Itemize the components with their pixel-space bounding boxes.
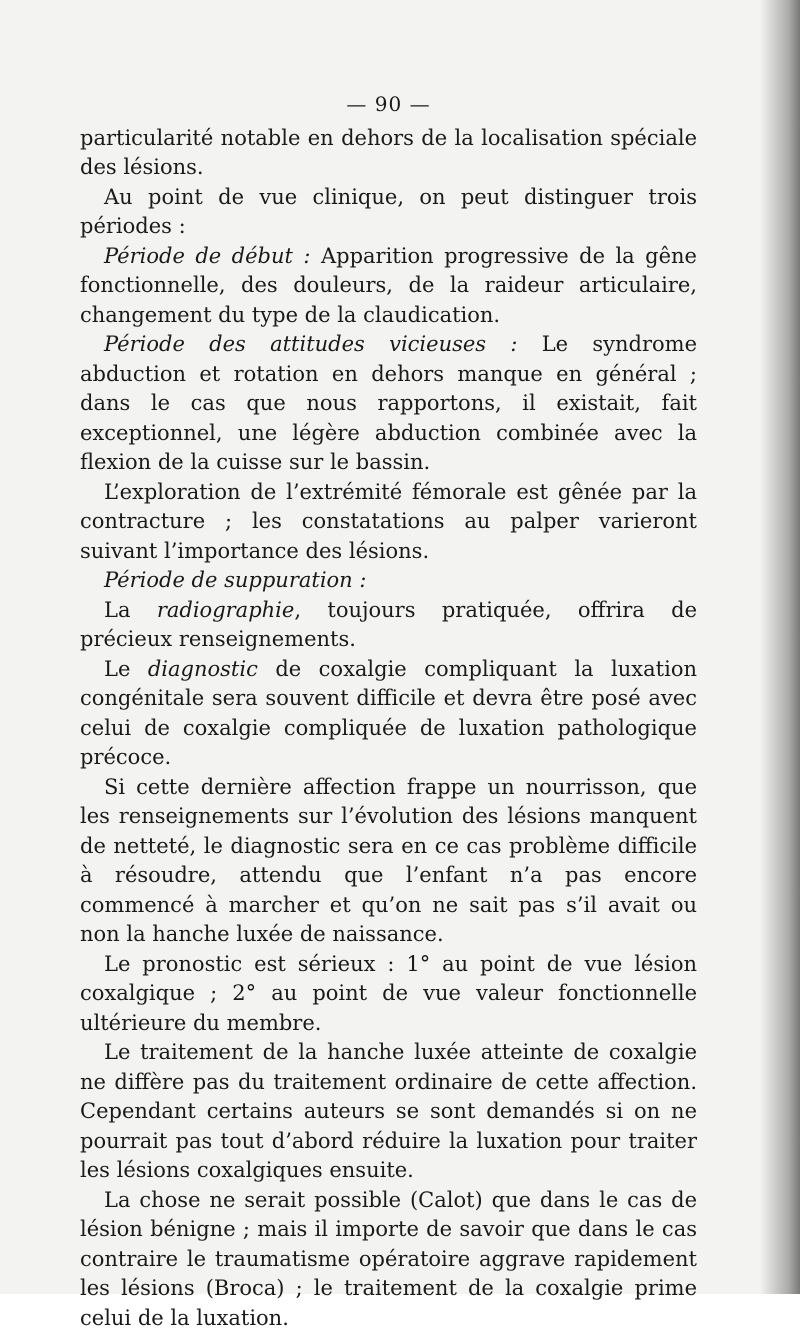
italic-text: Période des attitudes vicieuses :	[104, 332, 517, 356]
paragraphs	[80, 124, 697, 1333]
paragraph-text: La chose ne serait possible (Calot) que dans le cas de lésion bénigne ; mais il importe de savoir que dans le cas contraire le traumatisme opératoire aggrave rapidement les lésions (Broca) ; le traitement de la coxalgie prime celui de la luxation.	[80, 1188, 697, 1330]
paragraph-text: La	[104, 598, 157, 622]
page-text	[80, 90, 697, 1333]
paragraph	[80, 1038, 697, 1186]
paragraph	[80, 596, 697, 655]
italic-text: diagnostic	[148, 657, 258, 681]
page-number: — 90 —	[80, 90, 697, 120]
paragraph	[80, 655, 697, 773]
paragraph	[80, 1186, 697, 1333]
italic-text: radiographie	[157, 598, 294, 622]
page-edge-shadow	[760, 0, 800, 1294]
paragraph	[80, 183, 697, 242]
paragraph-text: Le pronostic est sérieux : 1° au point de vue lésion coxalgique ; 2° au point de vue valeur fonctionnelle ultérieure du membre.	[80, 952, 697, 1035]
paragraph-text: Le syndrome abduction et rotation en dehors manque en général ; dans le cas que nous rapportons, il existait, fait exceptionnel, une légère abduction combinée avec la flexion de la cuisse sur le bassin.	[80, 332, 697, 474]
paragraph	[80, 773, 697, 950]
paragraph	[80, 330, 697, 478]
paragraph	[80, 566, 697, 596]
paragraph-text: de coxalgie compliquant la luxation congénitale sera souvent difficile et devra être posé avec celui de coxalgie compliquée de luxation pathologique précoce.	[80, 657, 697, 770]
paragraph-text: L’exploration de l’extrémité fémorale est gênée par la contracture ; les constatations au palper varieront suivant l’importance des lésions.	[80, 480, 697, 563]
paragraph	[80, 124, 697, 183]
paragraph-text: Au point de vue clinique, on peut distinguer trois périodes :	[80, 185, 697, 239]
paragraph	[80, 478, 697, 567]
paragraph-text: Si cette dernière affection frappe un nourrisson, que les renseignements sur l’évolution des lésions manquent de netteté, le diagnostic sera en ce cas problème difficile à résoudre, attendu que l’enfant n’a pas encore commencé à marcher et qu’on ne sait pas s’il avait ou non la hanche luxée de naissance.	[80, 775, 697, 947]
paragraph-text: particularité notable en dehors de la localisation spéciale des lésions.	[80, 126, 697, 180]
paragraph	[80, 242, 697, 331]
paragraph-text: Apparition progressive de la gêne fonctionnelle, des douleurs, de la raideur articulaire, changement du type de la claudication.	[80, 244, 697, 327]
italic-text: Période de début :	[104, 244, 311, 268]
paragraph-text: Le	[104, 657, 148, 681]
italic-text: Période de suppuration :	[104, 568, 366, 592]
paragraph-text: Le traitement de la hanche luxée atteinte de coxalgie ne diffère pas du traitement ordinaire de cette affection. Cependant certains auteurs se sont demandés si on ne pourrait pas tout d’abord réduire la luxation pour traiter les lésions coxalgiques ensuite.	[80, 1040, 697, 1182]
paragraph	[80, 950, 697, 1039]
paragraph-text: , toujours pratiquée, offrira de précieux renseignements.	[80, 598, 697, 652]
